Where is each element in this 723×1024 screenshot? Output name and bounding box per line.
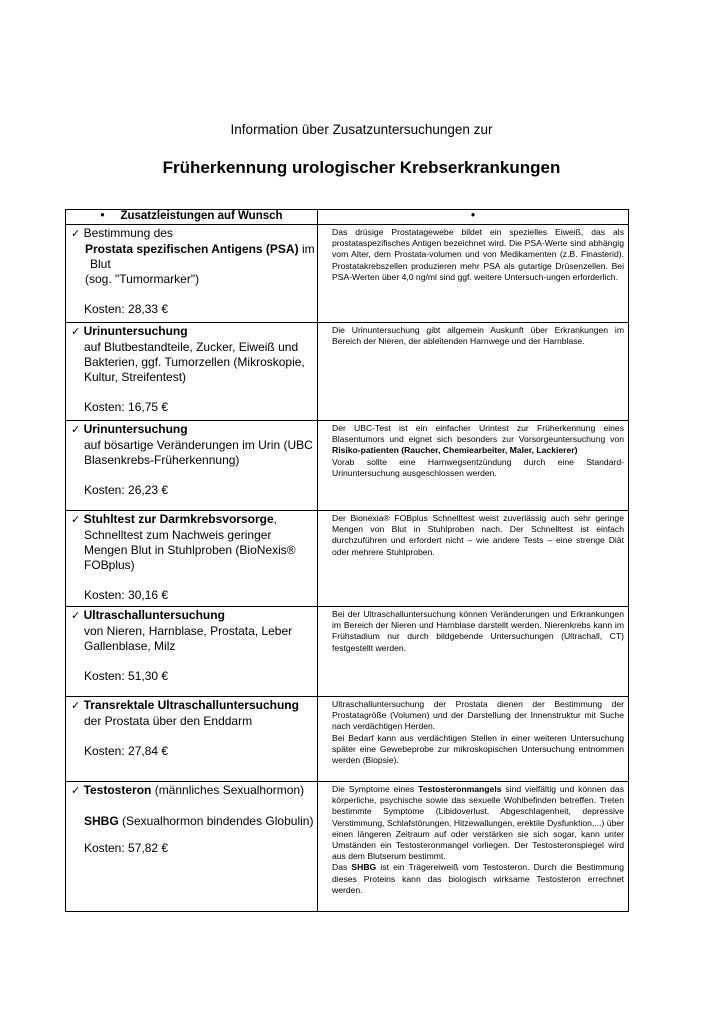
description-cell-ubc bbox=[318, 421, 629, 511]
table-row bbox=[66, 697, 629, 782]
description-cell-urin: Die Urinuntersuchung gibt allgemein Auskunft über Erkrankungen im Bereich der Nieren, der ableitenden Harnwege und der Harnblase. bbox=[318, 323, 629, 421]
service-description: der Prostata über den Enddarm bbox=[84, 714, 253, 728]
service-cell-psa bbox=[66, 225, 318, 323]
table-row bbox=[66, 607, 629, 697]
cost-label: Kosten: 57,82 € bbox=[84, 841, 169, 855]
header-bullet: • bbox=[100, 210, 105, 222]
service-cell-urin bbox=[66, 323, 318, 421]
checkmark-icon: ✓ bbox=[71, 228, 81, 240]
service-title: Urinuntersuchung bbox=[83, 324, 188, 338]
checkmark-icon: ✓ bbox=[71, 700, 81, 712]
service-title: Transrektale Ultraschalluntersuchung bbox=[83, 698, 299, 712]
description-cell-transrektal bbox=[318, 697, 629, 782]
cost-label: Kosten: 30,16 € bbox=[84, 588, 169, 602]
description-cell-ultraschall: Bei der Ultraschalluntersuchung können Veränderungen und Erkrankungen im Bereich der Nieren und Harnblase darstellt werden. Nierenkrebs kann im Frühstadium nur durch bildgebende Untersuchungen (Ultrachall, CT) festgestellt werden. bbox=[318, 607, 629, 697]
checkmark-icon: ✓ bbox=[71, 610, 81, 622]
service-title: Urinuntersuchung bbox=[83, 422, 188, 436]
description-text: Ultraschalluntersuchung der Prostata dienen der Bestimmung der Prostatagröße (Volumen) und der Darstellung der Innenstruktur mit Suche nach verdächtigen Herden. bbox=[332, 699, 624, 732]
description-highlight: Testosteronmangels bbox=[418, 784, 502, 794]
service-description: auf Blutbestandteile, Zucker, Eiweiß und Bakterien, ggf. Tumorzellen (Mikroskopie, Kultur, Streifentest) bbox=[84, 340, 305, 384]
service-cell-stuhltest bbox=[66, 511, 318, 607]
cost-label: Kosten: 28,33 € bbox=[84, 302, 169, 316]
table-row bbox=[66, 782, 629, 912]
header-right-bullet: • bbox=[470, 210, 476, 222]
service-cell-ubc bbox=[66, 421, 318, 511]
service-title: Prostata spezifischen Antigens (PSA) bbox=[85, 242, 299, 256]
service-cell-ultraschall bbox=[66, 607, 318, 697]
checkmark-icon: ✓ bbox=[71, 785, 81, 797]
description-text: Das bbox=[332, 862, 352, 873]
service-cell-testosteron bbox=[66, 782, 318, 912]
service-title-suffix: (Sexualhormon bindendes Globulin) bbox=[118, 814, 314, 828]
description-text: Die Symptome eines bbox=[332, 784, 419, 794]
service-description: auf bösartige Veränderungen im Urin (UBC Blasenkrebs-Früherkennung) bbox=[84, 438, 313, 467]
description-text: sind vielfältig und können das körperliche, psychische sowie das sexuelle Wohlbefinden betreffen. Treten bestimmte Symptome (Libidoverlust, Abgeschlagenheit, depressive Verstimmung, Schlafstörungen, Hitzewallungen, erektile Dysfunktion,...) über einen längeren Zeitraum auf oder verstärken sie sich sogar, kann unter Umständen ein Testosteronmangel vorliegen. Der Testosteronspiegel wird aus dem Blutserum bestimmt. bbox=[332, 784, 624, 862]
service-line: Bestimmung des bbox=[83, 226, 173, 240]
description-cell-stuhltest: Der Bionexia® FOBplus Schnelltest weist zuverlässig auch sehr geringe Mengen von Blut in Stuhlproben nach. Der Schnelltest ist einfach durchzuführen und erfordert nicht – wie andere Tests – eine strenge Diät oder mehrere Stuhlproben. bbox=[318, 511, 629, 607]
description-text: Bei Bedarf kann aus verdächtigen Stellen in einer weiteren Untersuchung später eine Gewebeprobe zur mikroskopischen Untersuchung entnommen werden (Biopsie). bbox=[332, 732, 624, 766]
table-header-row bbox=[66, 210, 629, 225]
service-title: Stuhltest zur Darmkrebsvorsorge bbox=[83, 512, 274, 526]
cost-label: Kosten: 51,30 € bbox=[84, 669, 169, 683]
cost-label: Kosten: 26,23 € bbox=[84, 483, 169, 497]
service-cell-transrektal bbox=[66, 697, 318, 782]
table-row bbox=[66, 421, 629, 511]
service-title-suffix: , bbox=[273, 512, 277, 526]
header-left-label: Zusatzleistungen auf Wunsch bbox=[120, 210, 283, 222]
table-row bbox=[66, 511, 629, 607]
page-subtitle: Information über Zusatzuntersuchungen zur bbox=[230, 122, 493, 137]
cost-label: Kosten: 27,84 € bbox=[84, 744, 169, 758]
description-text: ist ein Trägereiweiß vom Testosteron. Durch die Bestimmung dieses Proteins kann das biologisch wirksame Testosteron errechnet werden. bbox=[332, 862, 624, 895]
description-highlight: Risiko-patienten (Raucher, Chemiearbeiter, Maler, Lackierer) bbox=[332, 445, 578, 456]
service-line: (sog. "Tumormarker") bbox=[85, 272, 200, 286]
service-title: Testosteron bbox=[83, 783, 152, 797]
service-title: SHBG bbox=[84, 814, 119, 828]
checkmark-icon: ✓ bbox=[71, 326, 81, 338]
header-left-cell bbox=[66, 210, 318, 225]
checkmark-icon: ✓ bbox=[71, 514, 81, 526]
services-table bbox=[65, 209, 629, 912]
description-text: Vorab sollte eine Harnwegsentzündung durch eine Standard-Urinuntersuchung ausgeschlossen werden. bbox=[332, 456, 624, 478]
description-cell-psa: Das drüsige Prostatagewebe bildet ein spezielles Eiweiß, das als prostataspezifisches Antigen bezeichnet wird. Die PSA-Werte sind abhängig vom Alter, dem Prostata-volumen und von Medikamenten (z.B. Finasterid). Prostatakrebszellen produzieren mehr PSA als gutartige Drüsenzellen. Bei PSA-Werten über 4,0 ng/ml sind ggf. weitere Untersuch-ungen erforderlich. bbox=[318, 225, 629, 323]
service-title-suffix: im bbox=[298, 242, 315, 256]
description-highlight: SHBG bbox=[351, 862, 377, 873]
table-row bbox=[66, 323, 629, 421]
checkmark-icon: ✓ bbox=[71, 424, 81, 436]
service-title: Ultraschalluntersuchung bbox=[83, 608, 225, 622]
header-right-cell bbox=[318, 210, 629, 225]
cost-label: Kosten: 16,75 € bbox=[84, 400, 169, 414]
service-description: Schnelltest zum Nachweis geringer Mengen Blut in Stuhlproben (BioNexis® FOBplus) bbox=[84, 528, 296, 572]
service-line: Blut bbox=[90, 257, 111, 271]
description-text: Der UBC-Test ist ein einfacher Urintest zur Früherkennung eines Blasentumors und eignet sich besonders zur Vorsorgeuntersuchung von bbox=[332, 423, 624, 445]
page-title: Früherkennung urologischer Krebserkrankungen bbox=[162, 158, 561, 177]
service-description: von Nieren, Harnblase, Prostata, Leber Gallenblase, Milz bbox=[84, 624, 293, 653]
description-cell-testosteron bbox=[318, 782, 629, 912]
table-row bbox=[66, 225, 629, 323]
service-title-suffix: (männliches Sexualhormon) bbox=[151, 783, 305, 797]
